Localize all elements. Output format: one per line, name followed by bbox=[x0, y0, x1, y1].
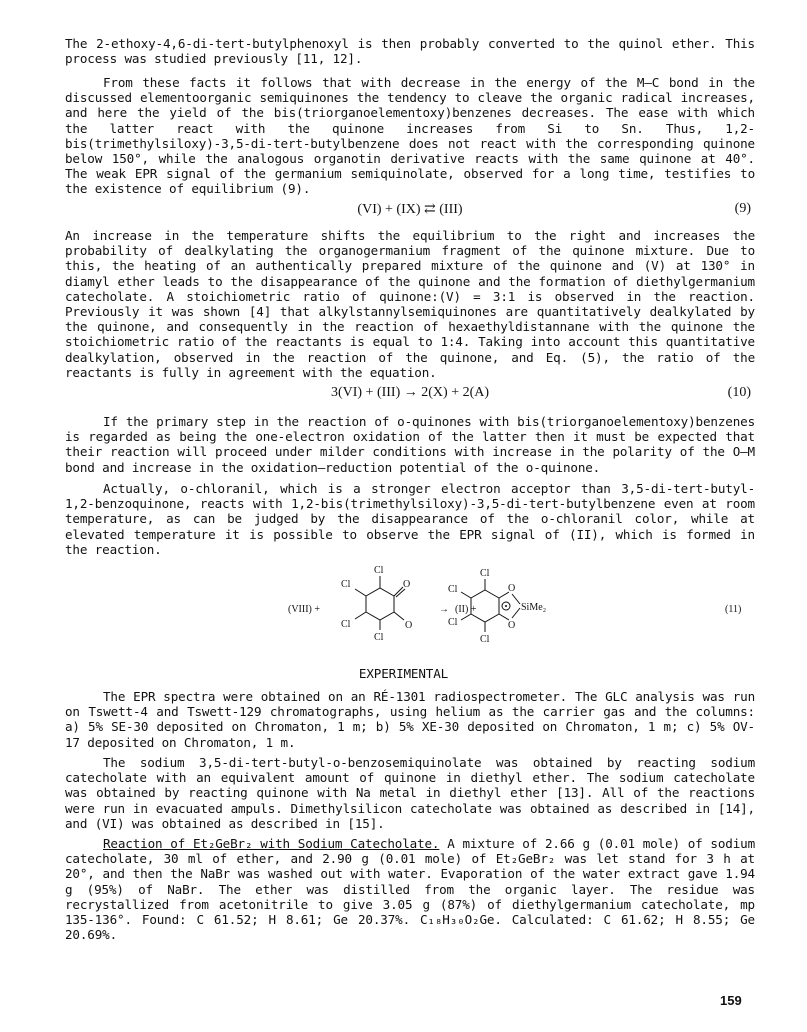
cl-prod-left: Cl bbox=[448, 584, 458, 595]
cl-prod-bottom: Cl bbox=[480, 634, 490, 645]
o-lower-right: O bbox=[405, 620, 413, 631]
equation-10-number: (10) bbox=[727, 385, 751, 400]
reaction-number: (11) bbox=[725, 604, 742, 615]
equation-9-expression: (VI) + (IX) ⇄ (III) bbox=[357, 202, 463, 217]
o-prod-upper: O bbox=[508, 583, 516, 594]
paragraph-8-title: Reaction of Et₂GeBr₂ with Sodium Catecholate. bbox=[103, 836, 440, 851]
cl-upper-left: Cl bbox=[341, 579, 351, 590]
section-heading: EXPERIMENTAL bbox=[358, 666, 449, 681]
paragraph-7 bbox=[65, 755, 755, 831]
equation-10-expression: 3(VI) + (III) → 2(X) + 2(A) bbox=[330, 385, 490, 400]
chloranil-structure bbox=[341, 565, 412, 643]
paragraph-6 bbox=[65, 689, 755, 750]
reaction-left-label: (VIII) + bbox=[288, 604, 321, 615]
paragraph-2 bbox=[65, 75, 755, 197]
cl-prod-lower-left: Cl bbox=[448, 617, 458, 628]
cl-bottom: Cl bbox=[374, 632, 384, 643]
reaction-11-svg bbox=[65, 562, 755, 662]
sime-label: SiMe₂ bbox=[521, 602, 547, 613]
paragraph-7-text: The sodium 3,5-di-tert-butyl-o-benzosemiquinolate was obtained by reacting sodium catecholate with an equivalent amount of quinone in diethyl ether. The sodium catecholate was obtained by reacting quinone with Na metal in diethyl ether [13]. All of the reactions were run in evacuated ampuls. Dimethylsilicon catecholate was obtained as described in [14], and (VI) was obtained as described in [15]. bbox=[65, 755, 755, 831]
paragraph-8 bbox=[65, 836, 755, 942]
paragraph-8-text: A mixture of 2.66 g (0.01 mole) of sodium catecholate, 30 ml of ether, and 2.90 g (0.01 mole) of Et₂GeBr₂ was let stand for 3 h at 20°, and then the NaBr was washed out with water. Evaporation of the water extract gave 1.94 g (95%) of NaBr. The ether was distilled from the organic layer. The residue was recrystallized from acetonitrile to give 3.05 g (87%) of diethylgermanium catecholate, mp 135-136°. Found: C 61.52; H 8.61; Ge 20.37%. C₁₈H₃₀O₂Ge. Calculated: C 61.62; H 8.55; Ge 20.69%. bbox=[65, 836, 755, 943]
paragraph-2-text: From these facts it follows that with decrease in the energy of the M—C bond in the discussed elementoorganic semiquinones the tendency to cleave the organic radical increases, and here the yield of the bis(triorganoelementoxy)benzenes decreases. The ease with which the latter react with the quinone increases from Si to Sn. Thus, 1,2-bis(trimethylsiloxy)-3,5-di-tert-butylbenzene does not react with the corresponding quinone below 150°, while the analogous organotin derivative reacts with the same quinone at 40°. The weak EPR signal of the germanium semiquinolate, observed for a long time, testifies to the existence of equilibrium (9). bbox=[65, 75, 755, 197]
page-number: 159 bbox=[720, 993, 742, 1008]
paragraph-3: An increase in the temperature shifts the equilibrium to the right and increases the probability of dealkylating the organogermanium fragment of the quinone mixture. Due to this, the heating of an authentically prepared mixture of the quinone and (V) at 130° in diamyl ether leads to the disappearance of the quinone and the formation of diethylgermanium catecholate. A stoichiometric ratio of quinone:(V) = 3:1 is observed in the reaction. Previously it was shown [4] that alkylstannylsemiquinones are quantitatively dealkylated by the quinone, and consequently in the reaction of hexaethyldistannane with the quinone the stoichiometric ratio of the reactants is equal to 1:4. Taking into account this quantitative dealkylation, observed in the reaction of the quinone, and Eq. (5), the ratio of the reactants is fully in agreement with the equation. bbox=[65, 228, 755, 380]
paragraph-5-text: Actually, o-chloranil, which is a stronger electron acceptor than 3,5-di-tert-butyl-1,2-benzoquinone, reacts with 1,2-bis(trimethylsiloxy)-3,5-di-tert-butylbenzene even at room temperature, as can be judged by the disappearance of the o-chloranil color, while at elevated temperature it is possible to observe the EPR signal of (II), which is formed in the reaction. bbox=[65, 481, 755, 557]
reaction-arrow: → bbox=[439, 604, 449, 615]
paragraph-4-text: If the primary step in the reaction of o-quinones with bis(triorganoelementoxy)benzenes is regarded as being the one-electron oxidation of the latter then it must be expected that their reaction will proceed under milder conditions with increase in the polarity of the O—M bond and increase in the oxidation–reduction potential of the o-quinone. bbox=[65, 414, 755, 475]
equation-9 bbox=[65, 201, 755, 219]
equation-10 bbox=[65, 385, 755, 403]
cl-prod-top: Cl bbox=[480, 568, 490, 579]
paragraph-4 bbox=[65, 414, 755, 475]
cl-top: Cl bbox=[374, 565, 384, 576]
equation-9-number: (9) bbox=[734, 201, 751, 216]
paragraph-6-text: The EPR spectra were obtained on an RÉ-1301 radiospectrometer. The GLC analysis was run on Tswett-4 and Tswett-129 chromatographs, using helium as the carrier gas and the columns: a) 5% SE-30 deposited on Chromaton, 1 m; b) 5% XE-30 deposited on Chromaton, 1 m; c) 5% OV-17 deposited on Chromaton, 1 m. bbox=[65, 689, 755, 750]
cl-lower-left: Cl bbox=[341, 619, 351, 630]
paragraph-5 bbox=[65, 481, 755, 557]
o-prod-lower: O bbox=[508, 620, 516, 631]
o-upper-right: O bbox=[403, 579, 411, 590]
reaction-product-label: (II) + bbox=[455, 604, 477, 615]
paragraph-1: The 2-ethoxy-4,6-di-tert-butylphenoxyl is then probably converted to the quinol ether. This process was studied previously [11, 12]. bbox=[65, 36, 755, 67]
reaction-11-scheme bbox=[65, 562, 755, 662]
